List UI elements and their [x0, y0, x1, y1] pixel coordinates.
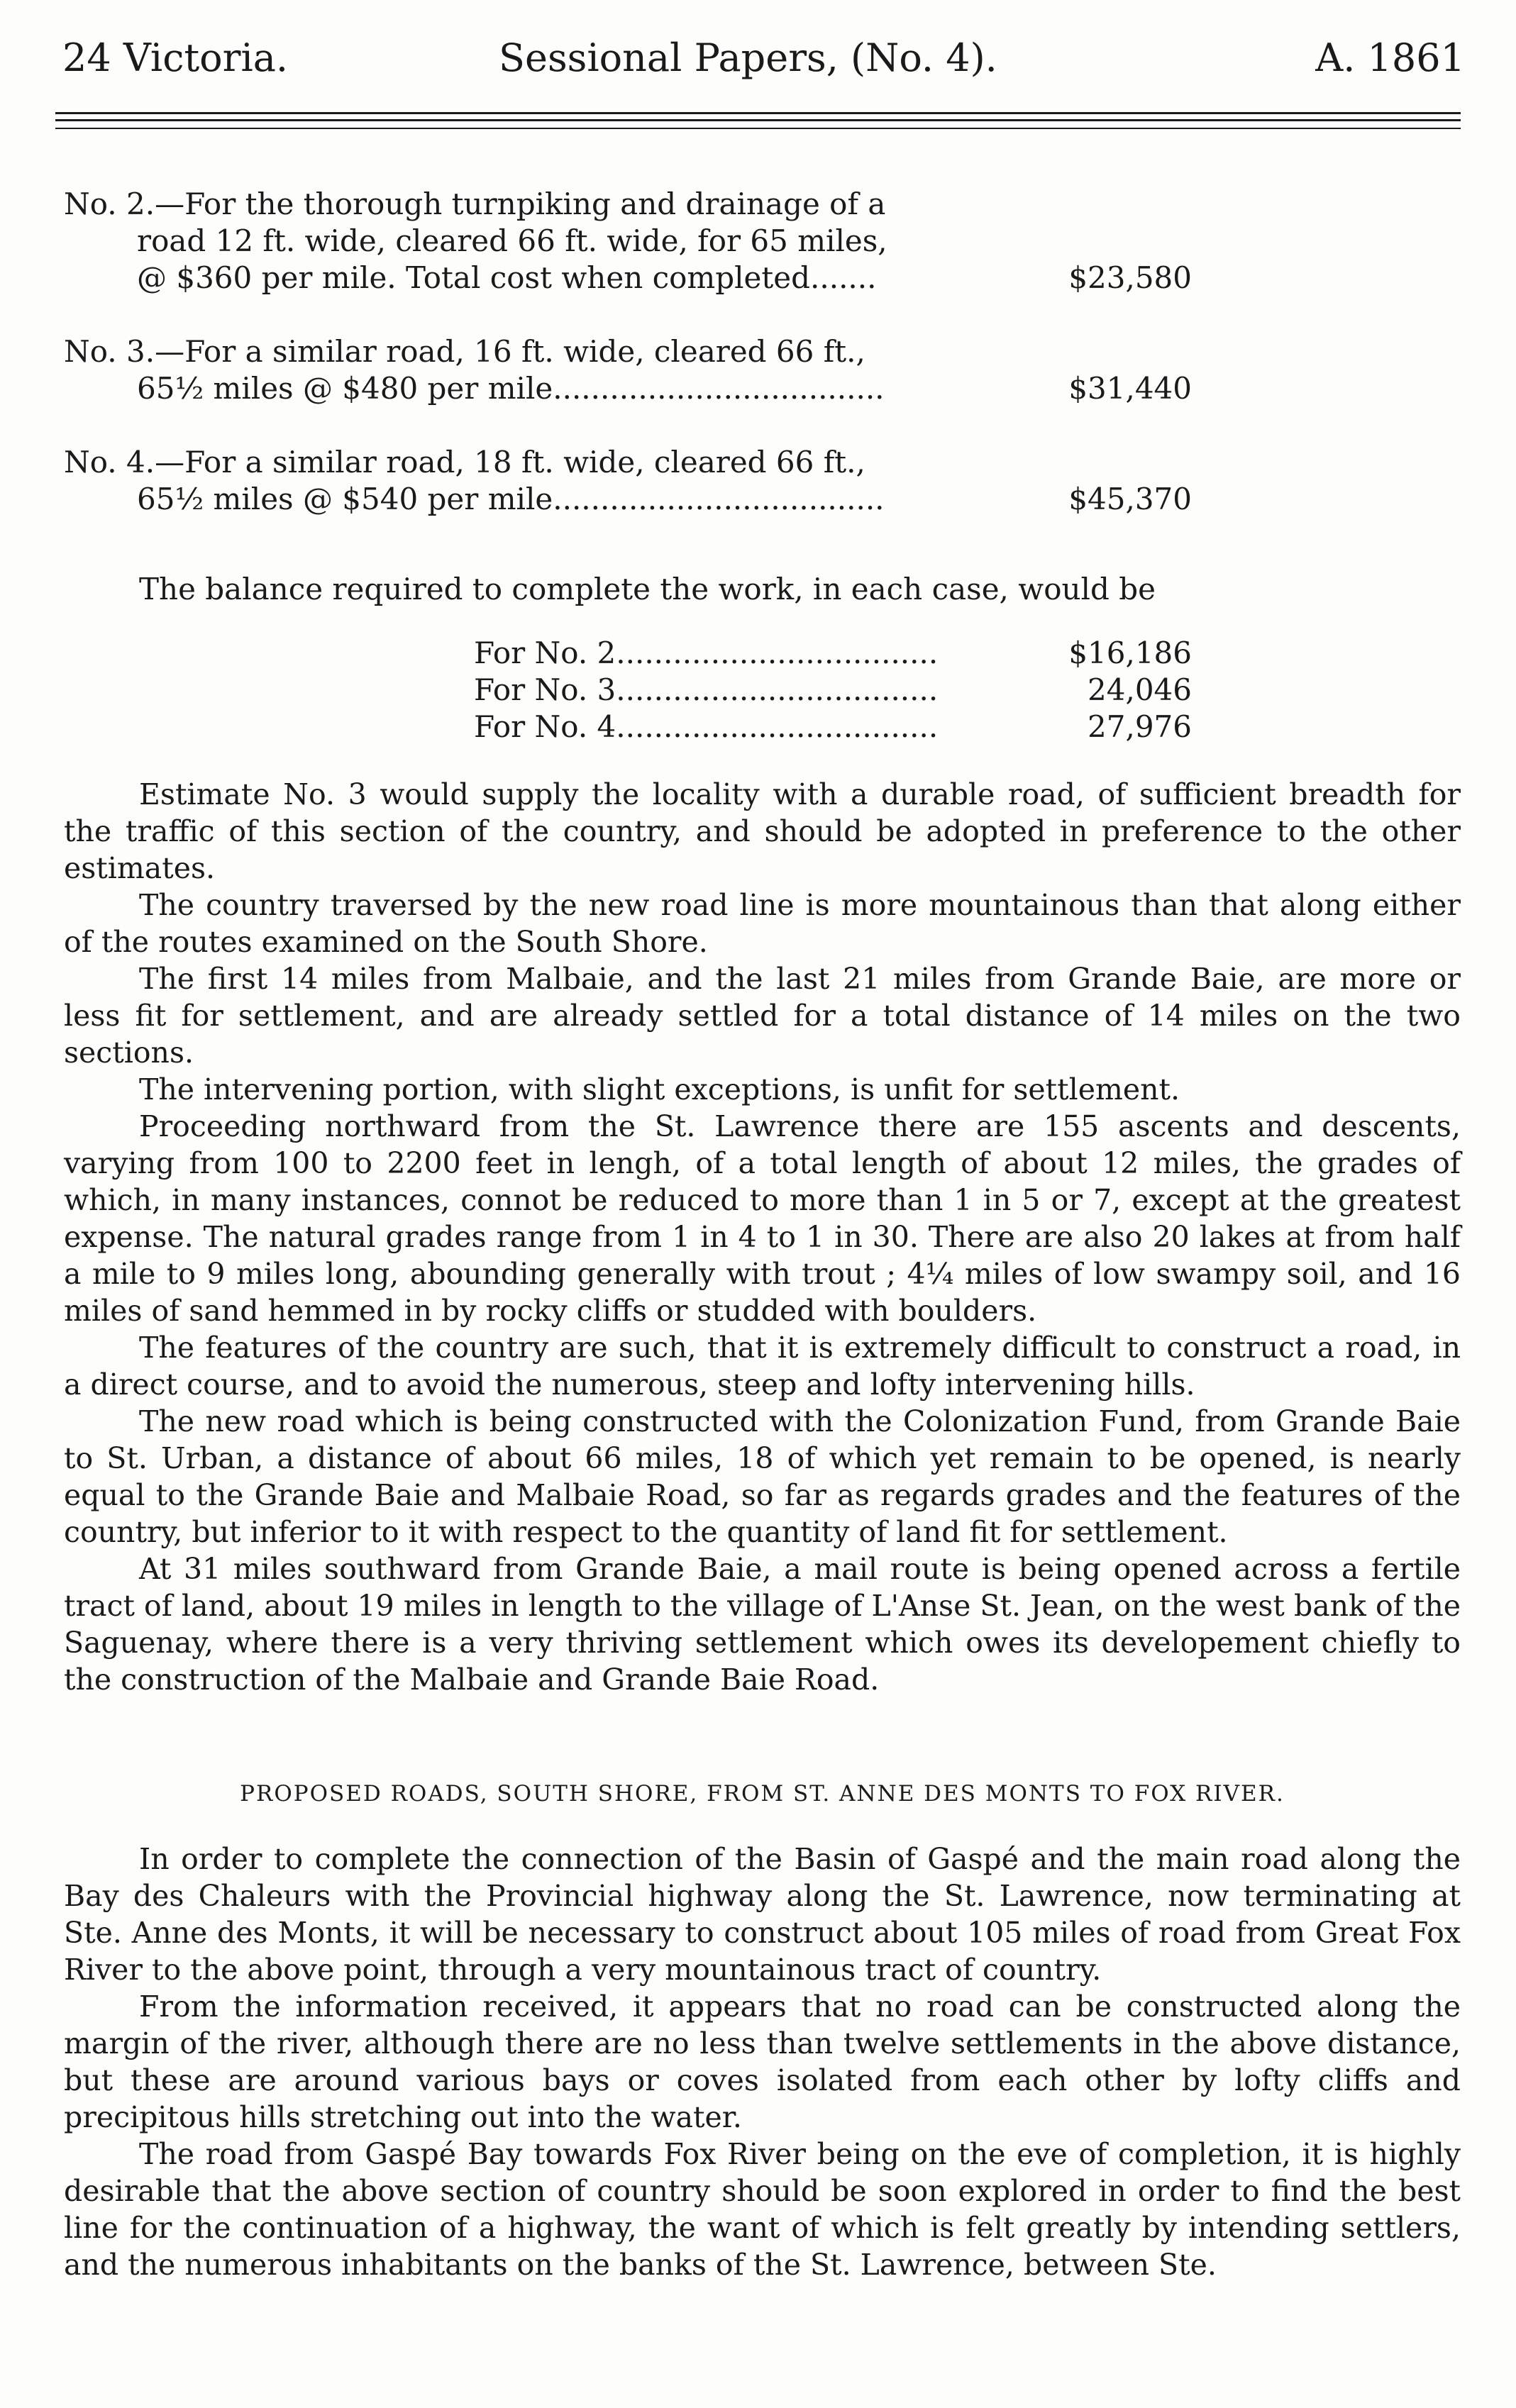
balance-amount: $16,186 [1068, 636, 1192, 670]
estimate-amount: $45,370 [1068, 482, 1192, 516]
estimate-line-text: 65½ miles @ $540 per mile................................... [137, 482, 885, 516]
estimate-line [64, 260, 1192, 296]
paragraph: The first 14 miles from Malbaie, and the last 21 miles from Grande Baie, are more or less fit for settlement, and are already settled for a total distance of 14 miles on the two sections. [64, 962, 1461, 1070]
header-volume: 24 Victoria. [62, 35, 289, 80]
paragraph: In order to complete the connection of the Basin of Gaspé and the main road along the Bay des Chaleurs with the Provincial highway along the St. Lawrence, now terminating at Ste. Anne des Monts, it will be necessary to construct about 105 miles of road from Great Fox River to the above point, through a very mountainous tract of country. [64, 1842, 1461, 1987]
section-heading: PROPOSED ROADS, SOUTH SHORE, FROM ST. ANNE DES MONTS TO FOX RIVER. [240, 1781, 1285, 1807]
estimate-amount: $31,440 [1068, 371, 1192, 406]
balance-label: For No. 2.................................. [474, 636, 939, 670]
balance-amount: 27,976 [1088, 709, 1192, 744]
paragraph: The new road which is being constructed with the Colonization Fund, from Grande Baie to St. Urban, a distance of about 66 miles, 18 of which yet remain to be opened, is nearly equal to the Grande Baie and Malbaie Road, so far as regards grades and the features of the country, but inferior to it with respect to the quantity of land fit for settlement. [64, 1404, 1461, 1549]
running-header [62, 30, 1465, 87]
balance-row [474, 635, 1192, 672]
estimate-line [64, 481, 1192, 518]
estimate-line-text: 65½ miles @ $480 per mile................................... [137, 371, 885, 406]
estimate-line: No. 3.—For a similar road, 16 ft. wide, cleared 66 ft., [64, 334, 865, 369]
paragraph: Proceeding northward from the St. Lawrence there are 155 ascents and descents, varying from 100 to 2200 feet in lengh, of a total length of about 12 miles, the grades of which, in many instances, connot be reduced to more than 1 in 5 or 7, except at the greatest expense. The natural grades range from 1 in 4 to 1 in 30. There are also 20 lakes at from half a mile to 9 miles long, abounding generally with trout ; 4¼ miles of low swampy soil, and 16 miles of sand hemmed in by rocky cliffs or studded with boulders. [64, 1109, 1461, 1328]
estimate-line: No. 2.—For the thorough turnpiking and drainage of a [64, 187, 886, 221]
balance-label: For No. 3.................................. [474, 672, 939, 707]
paragraph: The country traversed by the new road line is more mountainous than that along either of the routes examined on the South Shore. [64, 888, 1461, 959]
balance-row [474, 709, 1192, 745]
paragraph: Estimate No. 3 would supply the locality with a durable road, of sufficient breadth for the traffic of this section of the country, and should be adopted in preference to the other estimates. [64, 777, 1461, 885]
paragraph: At 31 miles southward from Grande Baie, a mail route is being opened across a fertile tract of land, about 19 miles in length to the village of L'Anse St. Jean, on the west bank of the Saguenay, where there is a very thriving settlement which owes its developement chiefly to the construction of the Malbaie and Grande Baie Road. [64, 1552, 1461, 1697]
paragraph: From the information received, it appears that no road can be constructed along the margin of the river, although there are no less than twelve settlements in the above distance, but these are around various bays or coves isolated from each other by lofty cliffs and precipitous hills stretching out into the water. [64, 1990, 1461, 2134]
balance-table [474, 635, 1192, 745]
header-rule [55, 128, 1461, 129]
balance-amount: 24,046 [1088, 672, 1192, 707]
estimate-no-4 [64, 444, 1192, 518]
paragraph: The intervening portion, with slight exceptions, is unfit for settlement. [139, 1072, 1180, 1106]
estimate-no-2 [64, 186, 1192, 296]
estimate-line: road 12 ft. wide, cleared 66 ft. wide, for 65 miles, [137, 223, 887, 258]
body-text-section-2 [64, 1841, 1461, 2283]
estimate-line-text: @ $360 per mile. Total cost when completed....... [137, 260, 877, 295]
estimates-list [64, 186, 1192, 555]
balance-row [474, 672, 1192, 709]
balance-intro: The balance required to complete the work, in each case, would be [139, 572, 1156, 606]
header-rule [55, 112, 1461, 114]
estimate-line [64, 370, 1192, 407]
paragraph: The features of the country are such, that it is extremely difficult to construct a road, in a direct course, and to avoid the numerous, steep and lofty intervening hills. [64, 1331, 1461, 1402]
body-text [64, 776, 1461, 1698]
header-rule [55, 119, 1461, 121]
paragraph: The road from Gaspé Bay towards Fox River being on the eve of completion, it is highly desirable that the above section of country should be soon explored in order to find the best line for the continuation of a highway, the want of which is felt greatly by intending settlers, and the numerous inhabitants on the banks of the St. Lawrence, between Ste. [64, 2137, 1461, 2282]
estimate-no-3 [64, 333, 1192, 407]
estimate-amount: $23,580 [1068, 260, 1192, 295]
estimate-line: No. 4.—For a similar road, 18 ft. wide, cleared 66 ft., [64, 445, 865, 479]
balance-label: For No. 4.................................. [474, 709, 939, 744]
header-year: A. 1861 [1315, 35, 1465, 80]
header-title: Sessional Papers, (No. 4). [499, 35, 997, 80]
